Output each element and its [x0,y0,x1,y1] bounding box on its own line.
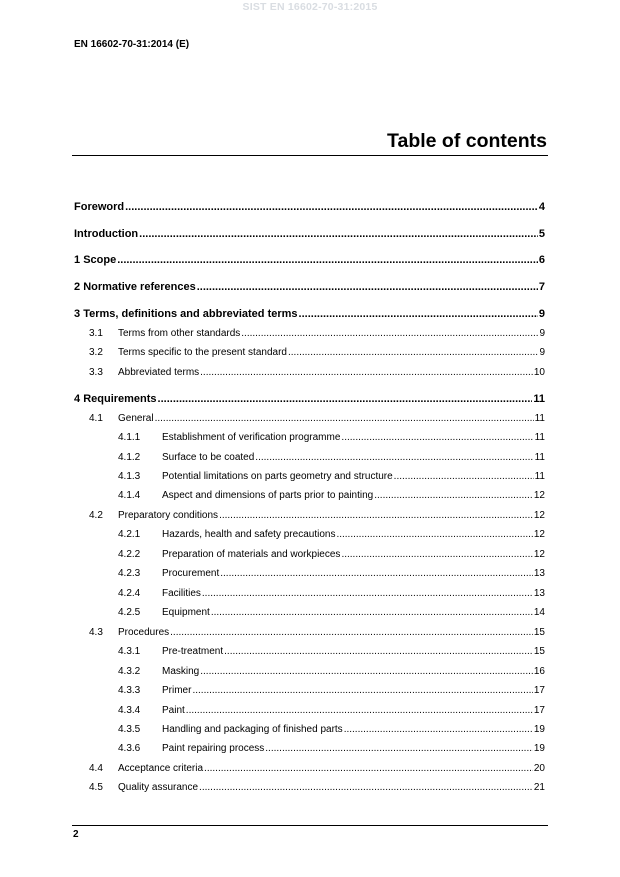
toc-entry-page: 12 [533,549,545,560]
toc-entry-number: 4.3.2 [118,666,141,677]
toc-entry-heading [74,201,124,213]
toc-entry-number: 4.2.1 [118,529,141,540]
toc-entry-number: 1 [74,254,81,266]
dot-leader [220,568,533,579]
toc-entry-heading [118,490,373,501]
toc-entry[interactable] [118,724,545,735]
toc-entry-label: Preparatory conditions [118,510,219,521]
toc-entry-number: 4.1.3 [118,471,141,482]
toc-entry[interactable] [118,607,545,618]
toc-entry-heading [89,510,218,521]
toc-entry-label: Surface to be coated [162,452,255,463]
toc-entry-number: 4.3 [89,627,103,638]
toc-entry-label: Foreword [74,201,125,213]
dot-leader [394,471,534,482]
toc-entry[interactable] [89,367,545,378]
toc-entry-heading [118,568,219,579]
toc-entry[interactable] [118,743,545,754]
toc-entry-label: General [118,413,154,424]
toc-entry-heading [118,452,254,463]
toc-entry-page: 9 [539,347,545,358]
toc-entry-number: 4.3.5 [118,724,141,735]
toc-entry[interactable] [118,549,545,560]
toc-entry-page: 11 [533,393,545,405]
toc-entry-heading [118,432,340,443]
toc-entry[interactable] [118,432,545,443]
toc-entry-page: 12 [533,510,545,521]
toc-entry[interactable] [89,328,545,339]
toc-entry-heading [89,367,199,378]
toc-entry-label: Aspect and dimensions of parts prior to painting [162,490,374,501]
toc-entry-heading [89,782,198,793]
toc-entry-label: Handling and packaging of finished parts [162,724,343,735]
toc-entry[interactable] [118,490,545,501]
toc-entry-heading [118,724,343,735]
toc-entry-label: Hazards, health and safety precautions [162,529,336,540]
toc-entry-heading [118,529,335,540]
toc-entry-number: 4.1.1 [118,432,141,443]
toc-entry-number: 4.2 [89,510,103,521]
toc-entry-label: Acceptance criteria [118,763,204,774]
dot-leader [170,627,533,638]
toc-entry-heading [118,705,185,716]
toc-entry-number: 4.3.6 [118,743,141,754]
toc-entry-heading [118,646,223,657]
toc-entry-heading [89,627,169,638]
toc-entry-page: 9 [539,328,545,339]
toc-entry-page: 5 [538,228,545,240]
toc-entry-label: Primer [162,685,192,696]
toc-entry-label: Introduction [74,228,139,240]
toc-entry-label: Pre-treatment [162,646,224,657]
toc-entry-heading [89,763,203,774]
toc-entry-number: 3.1 [89,328,103,339]
toc-entry-label: Normative references [83,281,196,293]
toc-entry-page: 10 [533,367,545,378]
document-id: EN 16602-70-31:2014 (E) [74,39,190,50]
toc-entry-number: 4.1 [89,413,103,424]
toc-title: Table of contents [387,130,547,152]
toc-entry-page: 13 [533,588,545,599]
toc-entry[interactable] [74,393,545,405]
toc-entry-label: Procedures [118,627,170,638]
toc-entry-label: Procurement [162,568,220,579]
toc-entry-number: 4.1.2 [118,452,141,463]
toc-entry-number: 3 [74,308,81,320]
toc-entry-heading [118,685,191,696]
toc-entry-page: 20 [533,763,545,774]
toc-entry-number: 4.3.3 [118,685,141,696]
dot-leader [265,743,533,754]
toc-entry-label: Terms specific to the present standard [118,347,287,358]
toc-entry-label: Abbreviated terms [118,367,200,378]
toc-entry-heading [118,471,393,482]
toc-entry-label: Masking [162,666,200,677]
dot-leader [374,490,533,501]
toc-entry-number: 4.5 [89,782,103,793]
toc-entry[interactable] [74,228,545,240]
toc-entry[interactable] [118,646,545,657]
toc-entry-page: 16 [533,666,545,677]
toc-entry[interactable] [118,471,545,482]
dot-leader [204,763,533,774]
toc-entry[interactable] [74,254,545,266]
toc-entry-heading [74,308,298,320]
toc-entry-number: 4.1.4 [118,490,141,501]
dot-leader [255,452,533,463]
toc-entry-page: 11 [534,413,545,424]
toc-entry-label: Paint repairing process [162,743,265,754]
dot-leader [199,782,533,793]
toc-entry-page: 7 [538,281,545,293]
toc-entry[interactable] [89,627,545,638]
toc-entry[interactable] [118,685,545,696]
dot-leader [192,685,532,696]
dot-leader [299,308,538,320]
toc-entry-heading [89,413,154,424]
toc-entry-number: 4 [74,393,81,405]
toc-entry-label: Equipment [162,607,210,618]
toc-entry-page: 11 [534,432,545,443]
dot-leader [241,328,538,339]
toc-entry-number: 4.2.2 [118,549,141,560]
dot-leader [288,347,538,358]
toc-entry[interactable] [89,782,545,793]
toc-entry[interactable] [74,281,545,293]
toc-entry-number: 4.2.5 [118,607,141,618]
toc-entry[interactable] [74,308,545,320]
toc-entry-heading [118,666,199,677]
toc-entry-heading [74,393,157,405]
dot-leader [125,201,538,213]
toc-entry-page: 12 [533,490,545,501]
toc-entry-number: 4.3.4 [118,705,141,716]
dot-leader [139,228,538,240]
dot-leader [211,607,533,618]
toc-entry-heading [118,549,340,560]
dot-leader [186,705,533,716]
toc-entry-label: Terms, definitions and abbreviated terms [83,308,298,320]
toc-entry-page: 17 [533,685,545,696]
toc-entry[interactable] [89,413,545,424]
toc-entry[interactable] [118,568,545,579]
toc-entry-page: 13 [533,568,545,579]
toc-entry-page: 14 [533,607,545,618]
toc-entry-number: 3.2 [89,347,103,358]
toc-entry[interactable] [118,529,545,540]
toc-entry-page: 15 [533,627,545,638]
toc-entry-page: 15 [533,646,545,657]
dot-leader [224,646,533,657]
page-number: 2 [73,829,79,840]
toc-entry-heading [74,281,196,293]
toc-entry[interactable] [118,666,545,677]
toc-entry-label: Preparation of materials and workpieces [162,549,341,560]
toc-entry-number: 3.3 [89,367,103,378]
toc-entry-heading [74,228,138,240]
toc-entry-label: Paint [162,705,185,716]
toc-entry-page: 6 [538,254,545,266]
title-rule [72,155,548,156]
toc-entry-heading [118,743,264,754]
dot-leader [202,588,533,599]
toc-entry[interactable] [89,347,545,358]
toc-entry-label: Scope [83,254,117,266]
toc-entry[interactable] [74,201,545,213]
toc-entry[interactable] [118,452,545,463]
toc-entry-label: Facilities [162,588,201,599]
dot-leader [344,724,533,735]
toc-entry-number: 4.4 [89,763,103,774]
toc-entry-page: 9 [538,308,545,320]
toc-entry-label: Potential limitations on parts geometry and structure [162,471,393,482]
toc-entry[interactable] [89,763,545,774]
footer-rule [72,825,548,826]
toc-entry-number: 4.2.3 [118,568,141,579]
dot-leader [197,281,538,293]
dot-leader [341,432,533,443]
toc-entry-heading [118,588,201,599]
toc-entry-heading [74,254,116,266]
dot-leader [158,393,533,405]
toc-entry-label: Establishment of verification programme [162,432,341,443]
toc-entry-page: 4 [538,201,545,213]
toc-entry-label: Requirements [83,393,157,405]
toc-entry-heading [89,328,240,339]
toc-entry-page: 12 [533,529,545,540]
dot-leader [200,367,533,378]
toc-entry-label: Quality assurance [118,782,199,793]
toc-entry-page: 11 [534,471,545,482]
dot-leader [219,510,533,521]
dot-leader [200,666,533,677]
toc-entry-page: 21 [533,782,545,793]
toc-entry-page: 19 [533,724,545,735]
toc-entry-label: Terms from other standards [118,328,241,339]
toc-entry-heading [118,607,210,618]
toc-entry[interactable] [118,588,545,599]
toc-entry-page: 19 [533,743,545,754]
dot-leader [341,549,532,560]
toc-entry-page: 17 [533,705,545,716]
dot-leader [155,413,534,424]
dot-leader [117,254,538,266]
toc-entry-page: 11 [534,452,545,463]
toc-entry-number: 4.3.1 [118,646,141,657]
dot-leader [336,529,532,540]
watermark: SIST EN 16602-70-31:2015 [242,1,378,13]
toc-entry-number: 4.2.4 [118,588,141,599]
toc-entry-heading [89,347,287,358]
toc-entry-number: 2 [74,281,81,293]
toc-entry[interactable] [89,510,545,521]
toc-entry[interactable] [118,705,545,716]
